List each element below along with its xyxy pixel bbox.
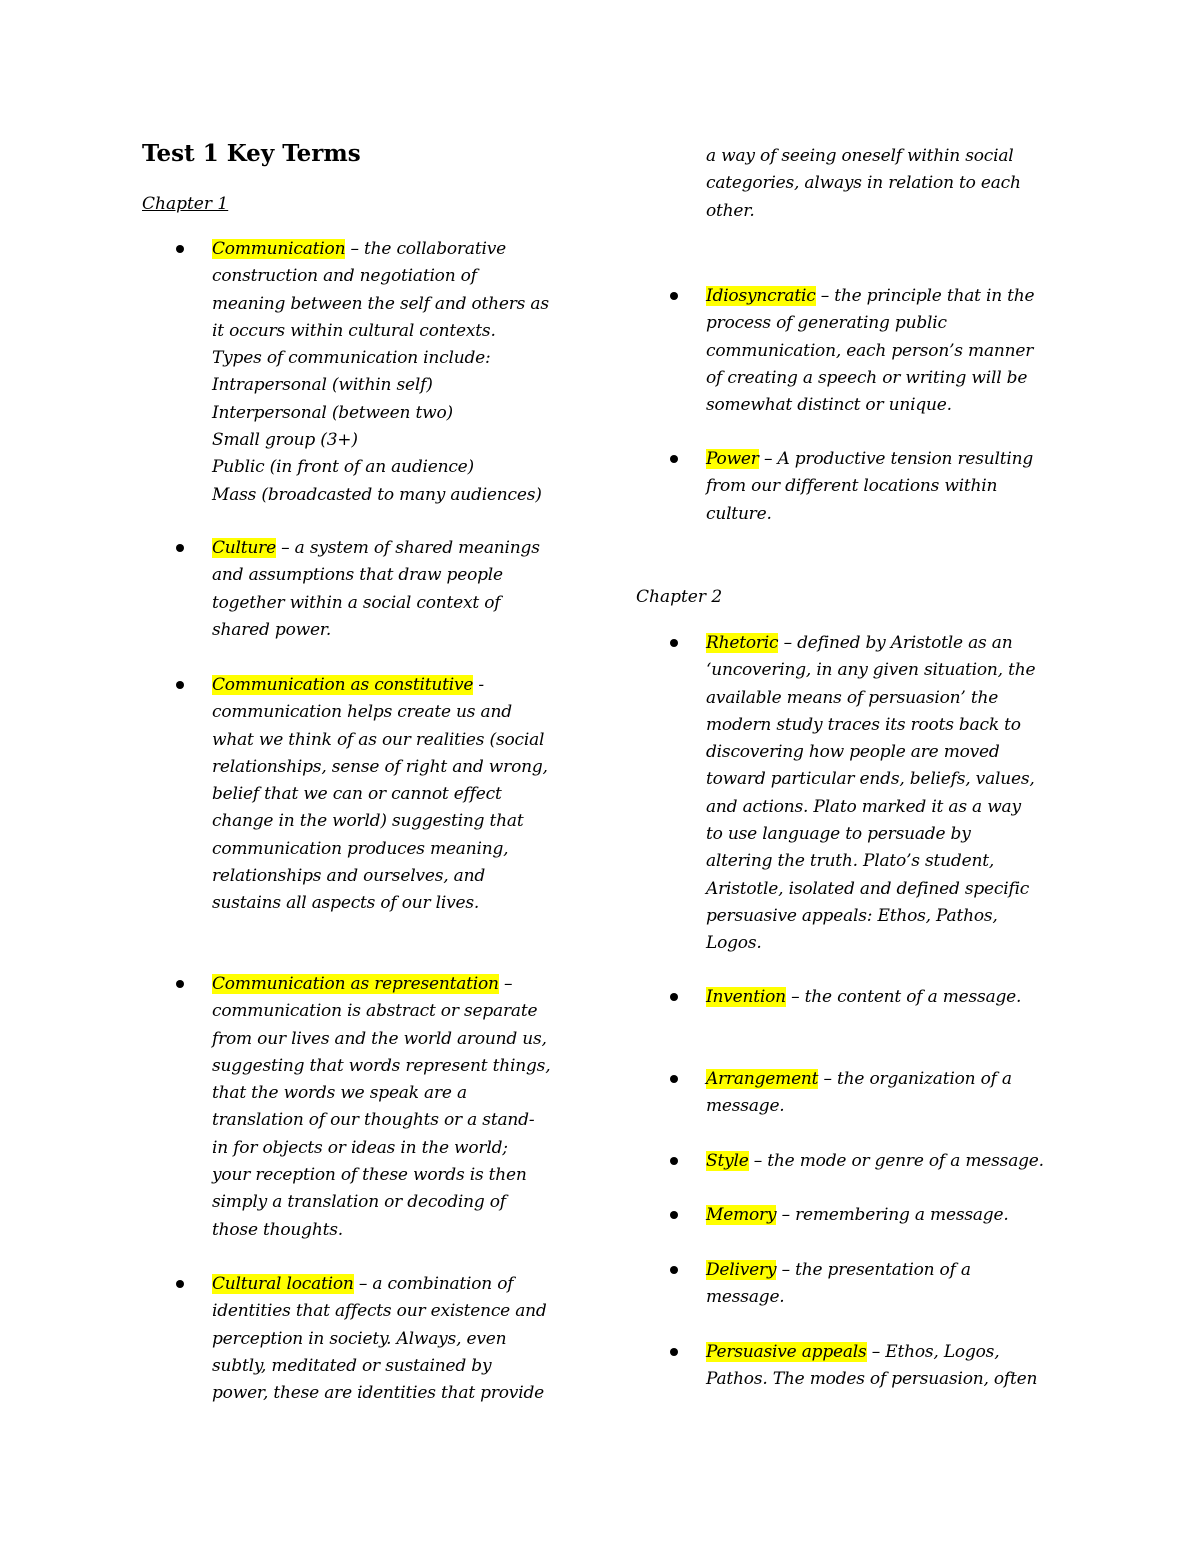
term-definition — [212, 1271, 582, 1407]
definition-line: suggesting that words represent things, — [212, 1055, 551, 1076]
definition-line: message. — [706, 1096, 785, 1117]
highlighted-term: Delivery — [706, 1260, 777, 1280]
highlighted-term: Culture — [212, 538, 276, 558]
definition-line — [212, 236, 582, 263]
definition-line: process of generating public — [706, 313, 947, 334]
term-definition — [706, 1202, 1076, 1229]
definition-text: – Ethos, Logos, — [866, 1342, 1000, 1362]
definition-line — [706, 1202, 1076, 1229]
highlighted-term: Communication — [212, 239, 346, 259]
definition-line: power, these are identities that provide — [212, 1383, 544, 1404]
definition-line: Small group (3+) — [212, 430, 358, 451]
definition-line: of creating a speech or writing will be — [706, 367, 1028, 388]
definition-line: toward particular ends, beliefs, values, — [706, 769, 1035, 790]
definition-line: perception in society. Always, even — [212, 1328, 507, 1349]
definition-line — [706, 283, 1076, 310]
definition-line: Mass (broadcasted to many audiences) — [212, 484, 542, 505]
definition-line: communication, each person’s manner — [706, 340, 1034, 361]
bullet-icon — [670, 455, 678, 463]
definition-line: subtly, meditated or sustained by — [212, 1355, 492, 1376]
definition-line: belief that we can or cannot effect — [212, 784, 502, 805]
bullet-icon — [670, 1211, 678, 1219]
definition-line: communication is abstract or separate — [212, 1001, 538, 1022]
highlighted-term: Style — [706, 1151, 749, 1171]
definition-line — [212, 971, 582, 998]
definition-line: simply a translation or decoding of — [212, 1192, 506, 1213]
bullet-icon — [670, 1266, 678, 1274]
highlighted-term: Communication as constitutive — [212, 675, 474, 695]
definition-line: persuasive appeals: Ethos, Pathos, — [706, 905, 998, 926]
page-title: Test 1 Key Terms — [142, 140, 361, 167]
definition-line: communication helps create us and — [212, 702, 512, 723]
bullet-icon — [176, 1280, 184, 1288]
definition-line — [706, 1148, 1076, 1175]
definition-line: those thoughts. — [212, 1219, 343, 1240]
definition-line — [212, 672, 582, 699]
term-definition — [212, 971, 582, 1244]
bullet-icon — [670, 993, 678, 1001]
term-definition — [706, 1257, 1076, 1312]
highlighted-term: Idiosyncratic — [706, 286, 816, 306]
definition-line: Public (in front of an audience) — [212, 457, 474, 478]
definition-line — [706, 446, 1076, 473]
bullet-icon — [176, 245, 184, 253]
definition-line: that the words we speak are a — [212, 1083, 467, 1104]
definition-line: somewhat distinct or unique. — [706, 395, 952, 416]
continuation-line: categories, always in relation to each — [706, 173, 1021, 194]
definition-line: relationships and ourselves, and — [212, 866, 485, 887]
definition-line: it occurs within cultural contexts. — [212, 320, 496, 341]
definition-line — [706, 1066, 1076, 1093]
term-definition — [212, 672, 582, 918]
definition-line: Intrapersonal (within self) — [212, 375, 433, 396]
chapter-2-heading: Chapter 2 — [636, 587, 723, 607]
highlighted-term: Communication as representation — [212, 974, 499, 994]
term-definition — [212, 535, 582, 644]
highlighted-term: Persuasive appeals — [706, 1342, 867, 1362]
definition-line: in for objects or ideas in the world; — [212, 1137, 508, 1158]
term-definition — [706, 283, 1076, 419]
chapter-1-heading: Chapter 1 — [142, 194, 229, 214]
definition-line: identities that affects our existence and — [212, 1301, 547, 1322]
definition-text: – a combination of — [353, 1274, 514, 1294]
term-definition — [706, 1066, 1076, 1121]
definition-text: – A productive tension resulting — [758, 449, 1034, 469]
definition-line: Logos. — [706, 933, 762, 954]
definition-text: – the presentation of a — [776, 1260, 971, 1280]
definition-line: available means of persuasion’ the — [706, 687, 999, 708]
highlighted-term: Cultural location — [212, 1274, 354, 1294]
definition-line: together within a social context of — [212, 592, 501, 613]
bullet-icon — [176, 980, 184, 988]
definition-line: sustains all aspects of our lives. — [212, 893, 480, 914]
definition-line: ‘uncovering, in any given situation, the — [706, 660, 1036, 681]
definition-line: altering the truth. Plato’s student, — [706, 851, 995, 872]
definition-line — [706, 630, 1076, 657]
bullet-icon — [670, 1157, 678, 1165]
bullet-icon — [670, 1075, 678, 1083]
definition-line: construction and negotiation of — [212, 266, 477, 287]
highlighted-term: Arrangement — [706, 1069, 819, 1089]
definition-line: Aristotle, isolated and defined specific — [706, 878, 1030, 899]
bullet-icon — [670, 1348, 678, 1356]
highlighted-term: Rhetoric — [706, 633, 779, 653]
definition-text: – defined by Aristotle as an — [778, 633, 1013, 653]
definition-line: change in the world) suggesting that — [212, 811, 524, 832]
definition-text: – the content of a message. — [785, 987, 1022, 1007]
term-definition — [706, 984, 1076, 1011]
definition-text: – a system of shared meanings — [275, 538, 540, 558]
definition-line: your reception of these words is then — [212, 1165, 527, 1186]
definition-text: – the collaborative — [345, 239, 506, 259]
definition-line: modern study traces its roots back to — [706, 714, 1021, 735]
definition-line: shared power. — [212, 619, 332, 640]
highlighted-term: Power — [706, 449, 759, 469]
definition-line: discovering how people are moved — [706, 742, 1000, 763]
definition-line: relationships, sense of right and wrong, — [212, 756, 548, 777]
definition-line: meaning between the self and others as — [212, 293, 549, 314]
definition-line: from our lives and the world around us, — [212, 1028, 547, 1049]
definition-line: Types of communication include: — [212, 348, 491, 369]
definition-text: – the principle that in the — [815, 286, 1035, 306]
continuation-line: other. — [706, 200, 755, 221]
bullet-icon — [176, 544, 184, 552]
definition-line: and actions. Plato marked it as a way — [706, 796, 1021, 817]
definition-line: and assumptions that draw people — [212, 565, 503, 586]
definition-line — [212, 535, 582, 562]
definition-line — [706, 984, 1076, 1011]
continuation-text — [706, 143, 1076, 225]
definition-text: – remembering a message. — [776, 1205, 1009, 1225]
highlighted-term: Memory — [706, 1205, 777, 1225]
definition-line: what we think of as our realities (social — [212, 729, 545, 750]
definition-line: communication produces meaning, — [212, 838, 509, 859]
term-definition — [706, 630, 1076, 958]
definition-line: Interpersonal (between two) — [212, 402, 453, 423]
continuation-line: a way of seeing oneself within social — [706, 146, 1014, 166]
highlighted-term: Invention — [706, 987, 786, 1007]
bullet-icon — [670, 292, 678, 300]
definition-line: to use language to persuade by — [706, 824, 971, 845]
definition-text: – the mode or genre of a message. — [748, 1151, 1044, 1171]
term-definition — [706, 446, 1076, 528]
definition-line: translation of our thoughts or a stand- — [212, 1110, 535, 1131]
definition-line: Pathos. The modes of persuasion, often — [706, 1369, 1038, 1390]
definition-line: culture. — [706, 503, 772, 524]
definition-line: message. — [706, 1287, 785, 1308]
term-definition — [706, 1339, 1076, 1394]
definition-line: from our different locations within — [706, 476, 998, 497]
definition-text: – the organization of a — [818, 1069, 1012, 1089]
definition-line — [706, 1257, 1076, 1284]
definition-text: – — [498, 974, 513, 994]
term-definition — [706, 1148, 1076, 1175]
bullet-icon — [670, 639, 678, 647]
definition-line — [212, 1271, 582, 1298]
term-definition — [212, 236, 582, 509]
bullet-icon — [176, 681, 184, 689]
definition-text: - — [473, 675, 484, 695]
definition-line — [706, 1339, 1076, 1366]
